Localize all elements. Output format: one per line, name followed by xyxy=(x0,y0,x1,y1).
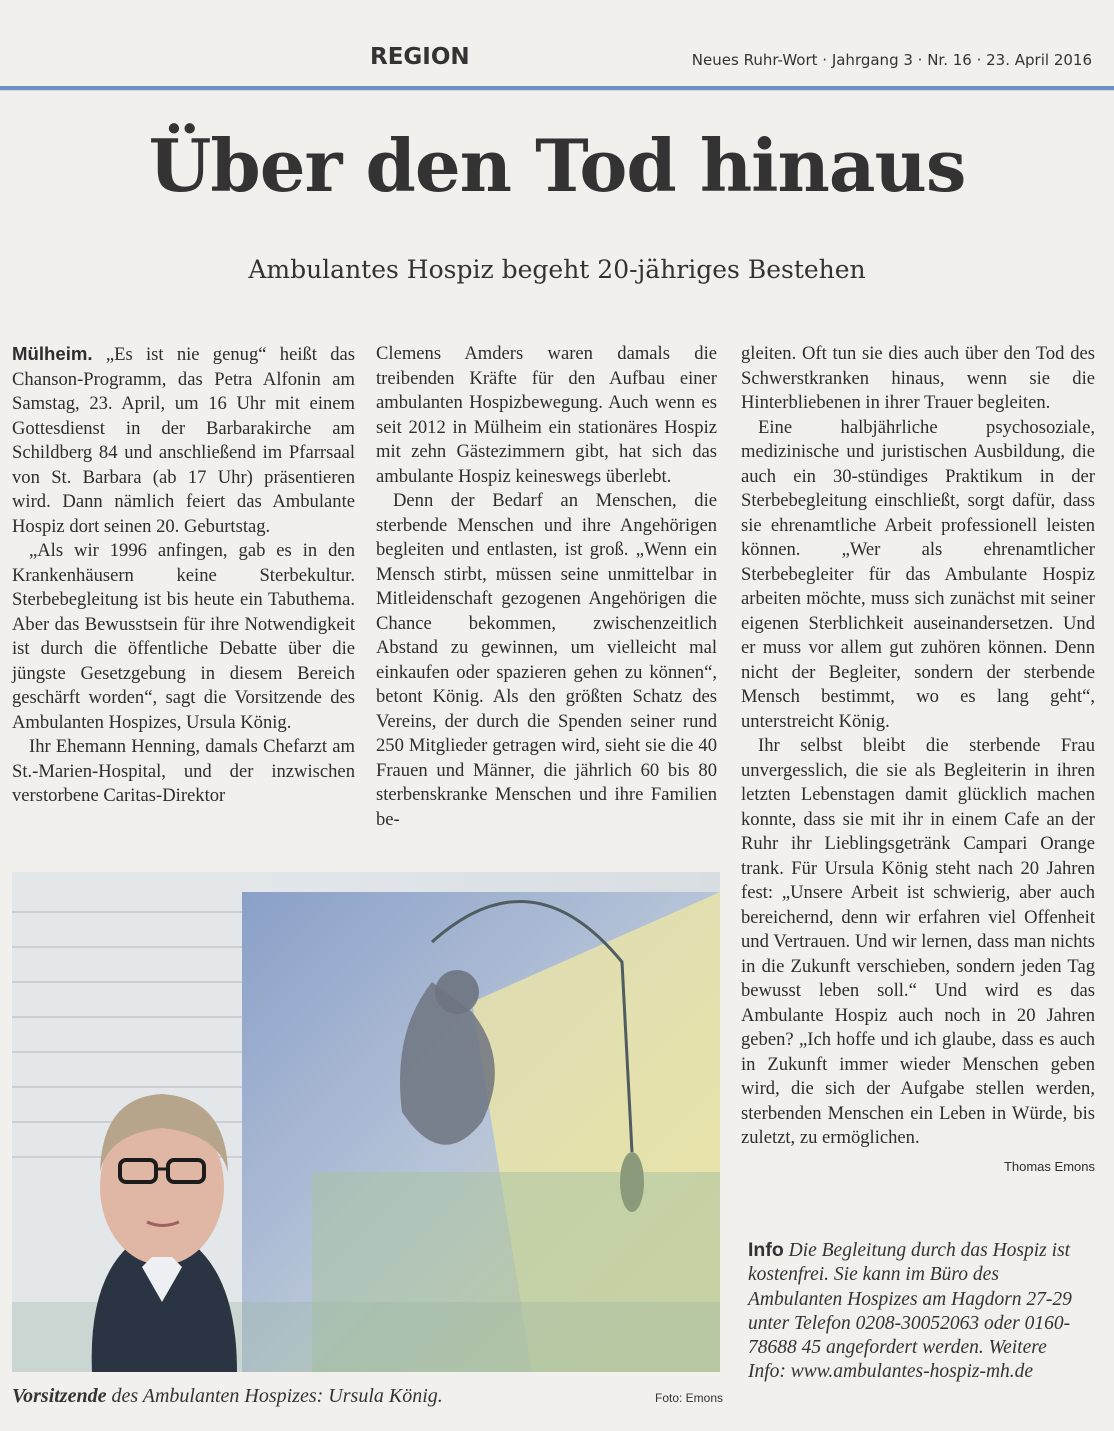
subheadline: Ambulantes Hospiz begeht 20-jähriges Bestehen xyxy=(248,255,866,284)
photo-credit: Foto: Emons xyxy=(655,1391,724,1405)
caption-lead: Vorsitzende xyxy=(12,1385,107,1407)
photo-caption xyxy=(12,1385,443,1408)
author-byline: Thomas Emons xyxy=(1003,1158,1095,1174)
article-paragraph: Denn der Bedarf an Menschen, die sterbende Menschen und ihre Angehörigen begleiten und entlasten, ist groß. „Wenn ein Mensch stirbt, müssen seine unmittelbar in Mitleidenschaft gezogenen Angehörigen die Chance bekommen, zwischenzeitlich Abstand zu gewinnen, um vielleicht mal einkaufen oder spazieren gehen zu können“, betont König. Als den größten Schatz des Vereins, der durch die Spenden seiner rund 250 Mitglieder getragen wird, sieht sie die 40 Frauen und Männer, die jährlich 60 bis 80 sterbenskranke Menschen und ihre Familien be- xyxy=(376,490,717,830)
headline: Über den Tod hinaus xyxy=(148,123,966,208)
info-text: Die Begleitung durch das Hospiz ist kostenfrei. Sie kann im Büro des Ambulanten Hospizes am Hagdorn 27-29 unter Telefon 0208-30052063 oder 0160-78688 45 angefordert werden. Weitere Info: www.ambulantes-hospiz-mh.de xyxy=(748,1240,1072,1383)
publication-info: Neues Ruhr-Wort · Jahrgang 3 · Nr. 16 · 23. April 2016 xyxy=(691,51,1092,69)
article-column-2 xyxy=(376,342,717,832)
article-paragraph: gleiten. Oft tun sie dies auch über den Tod des Schwerstkranken hinaus, wenn sie die Hinterbliebenen in ihrer Trauer begleiten. xyxy=(741,343,1095,413)
article-column-3 xyxy=(741,342,1095,1179)
info-box xyxy=(748,1238,1088,1385)
article-paragraph: Eine halbjährliche psychosoziale, medizinische und juristischen Ausbildung, die auch ein 30-stündiges Praktikum in der Sterbebegleitung einschließt, sorgt dafür, dass sie ehrenamtliche Arbeit professionell leisten können. „Wer als ehrenamtlicher Sterbebegleiter für das Ambulante Hospiz arbeiten möchte, muss sich zunächst mit seiner eigenen Sterblichkeit auseinandersetzen. Und er muss vor allem gut zuhören können. Denn nicht der Begleiter, sondern der sterbende Mensch bestimmt, wo es lang geht“, unterstreicht König. xyxy=(741,416,1095,732)
article-photo xyxy=(12,872,720,1372)
header-rule xyxy=(0,86,1114,91)
article-paragraph: Ihr Ehemann Henning, damals Chefarzt am St.-Marien-Hospital, und der inzwischen verstorbene Caritas-Direktor xyxy=(12,736,355,806)
dateline: Mülheim. xyxy=(12,343,93,364)
article-column-1 xyxy=(12,342,355,809)
info-label: Info xyxy=(748,1239,784,1261)
section-label: REGION xyxy=(370,44,470,70)
caption-text: des Ambulanten Hospizes: Ursula König. xyxy=(106,1385,443,1407)
paragraph-text: „Es ist nie genug“ heißt das Chanson-Programm, das Petra Alfonin am Samstag, 23. April, um 16 Uhr mit einem Gottesdienst in der Barbarakirche am Schildberg 84 und anschließend im Pfarrsaal von St. Barbara (ab 17 Uhr) präsentieren wird. Dann nämlich feiert das Ambulante Hospiz dort seinen 20. Geburtstag. xyxy=(12,344,356,537)
article-paragraph: „Als wir 1996 anfingen, gab es in den Krankenhäusern keine Sterbekultur. Sterbebegleitung ist bis heute ein Tabuthema. Aber das Bewusstsein für ihre Notwendigkeit ist durch die öffentliche Debatte über die jüngste Gesetzgebung in diesem Bereich geschärft worden“, sagt die Vorsitzende des Ambulanten Hospizes, Ursula König. xyxy=(12,540,355,733)
article-paragraph xyxy=(12,342,355,539)
article-paragraph: Ihr selbst bleibt die sterbende Frau unvergesslich, die sie als Begleiterin in ihren letzten Lebenstagen damit glücklich machen konnte, dass sie mit ihr in einem Cafe an der Ruhr ihr Lieblingsgetränk Campari Orange trank. Für Ursula König steht nach 20 Jahren fest: „Unsere Arbeit ist schwierig, aber auch bereichernd, denn wir erfahren viel Offenheit und Vertrauen. Und wir lernen, dass man nichts in die Zukunft verschieben, sondern jeden Tag bewusst leben soll.“ Und wird es das Ambulante Hospiz auch noch in 20 Jahren geben? „Ich hoffe und ich glaube, dass es auch in Zukunft immer wieder Menschen geben wird, die sich der Aufgabe stellen werden, sterbenden Menschen ein Leben in Würde, bis zuletzt, zu ermöglichen. xyxy=(741,735,1095,1148)
article-paragraph: Clemens Amders waren damals die treibenden Kräfte für den Aufbau einer ambulanten Hospizbewegung. Auch wenn es seit 2012 in Mülheim ein stationäres Hospiz mit zehn Gästezimmern gibt, hat sich das ambulante Hospiz keineswegs überlebt. xyxy=(376,343,717,487)
